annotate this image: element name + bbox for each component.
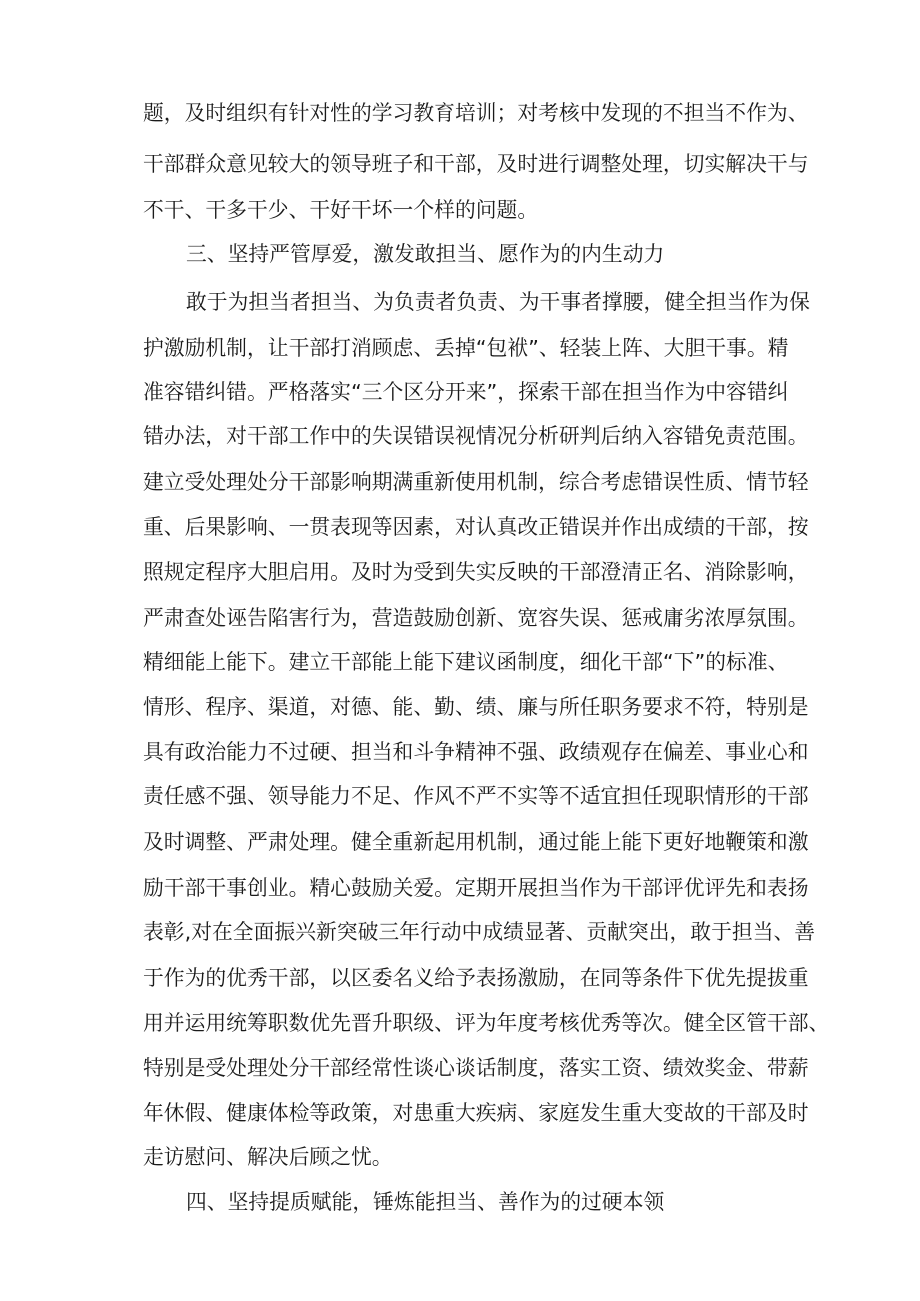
paragraph-line: 于作为的优秀干部，以区委名义给予表扬激励，在同等条件下优先提拔重 — [143, 966, 809, 990]
paragraph-line: 具有政治能力不过硬、担当和斗争精神不强、政绩观存在偏差、事业心和 — [143, 740, 809, 764]
paragraph-line: 不干、干多干少、干好干坏一个样的问题。 — [143, 198, 539, 222]
paragraph-line: 责任感不强、领导能力不足、作风不严不实等不适宜担任现职情形的干部 — [143, 784, 809, 808]
paragraph-line: 情形、程序、渠道，对德、能、勤、绩、廉与所任职务要求不符，特别是 — [143, 695, 809, 719]
paragraph-line: 走访慰问、解决后顾之忧。 — [143, 1145, 393, 1169]
paragraph-line: 重、后果影响、一贯表现等因素，对认真改正错误并作出成绩的干部，按 — [143, 515, 809, 539]
paragraph-line: 准容错纠错。严格落实“三个区分开来”，探索干部在担当作为中容错纠 — [143, 380, 789, 404]
paragraph-line: 护激励机制，让干部打消顾虑、丢掉“包袱”、轻装上阵、大胆干事。精 — [143, 336, 789, 360]
paragraph-line: 及时调整、严肃处理。健全重新起用机制，通过能上能下更好地鞭策和激 — [143, 830, 809, 854]
section-heading-3: 三、坚持严管厚爱，激发敢担当、愿作为的内生动力 — [186, 242, 665, 266]
paragraph-line: 错办法，对干部工作中的失误错误视情况分析研判后纳入容错免责范围。 — [143, 424, 809, 448]
paragraph-line: 干部群众意见较大的领导班子和干部，及时进行调整处理，切实解决干与 — [143, 152, 809, 176]
paragraph-line: 表彰,对在全面振兴新突破三年行动中成绩显著、贡献突出，敢于担当、善 — [143, 920, 816, 944]
paragraph-line: 照规定程序大胆启用。及时为受到失实反映的干部澄清正名、消除影响， — [143, 560, 809, 584]
paragraph-line: 建立受处理处分干部影响期满重新使用机制，综合考虑错误性质、情节轻 — [143, 470, 809, 494]
paragraph-line: 敢于为担当者担当、为负责者负责、为干事者撑腰，健全担当作为保 — [186, 290, 810, 314]
paragraph-line: 特别是受处理处分干部经常性谈心谈话制度，落实工资、绩效奖金、带薪 — [143, 1056, 809, 1080]
paragraph-line: 励干部干事创业。精心鼓励关爱。定期开展担当作为干部评优评先和表扬 — [143, 876, 809, 900]
paragraph-line: 精细能上能下。建立干部能上能下建议函制度，细化干部“下”的标准、 — [143, 650, 789, 674]
paragraph-line: 严肃查处诬告陷害行为，营造鼓励创新、宽容失误、惩戒庸劣浓厚氛围。 — [143, 606, 809, 630]
paragraph-line: 年休假、健康体检等政策，对患重大疾病、家庭发生重大变故的干部及时 — [143, 1101, 809, 1125]
paragraph-line: 题，及时组织有针对性的学习教育培训；对考核中发现的不担当不作为、 — [143, 101, 809, 125]
section-heading-4: 四、坚持提质赋能，锤炼能担当、善作为的过硬本领 — [186, 1190, 665, 1214]
paragraph-line: 用并运用统筹职数优先晋升职级、评为年度考核优秀等次。健全区管干部、 — [143, 1011, 830, 1035]
